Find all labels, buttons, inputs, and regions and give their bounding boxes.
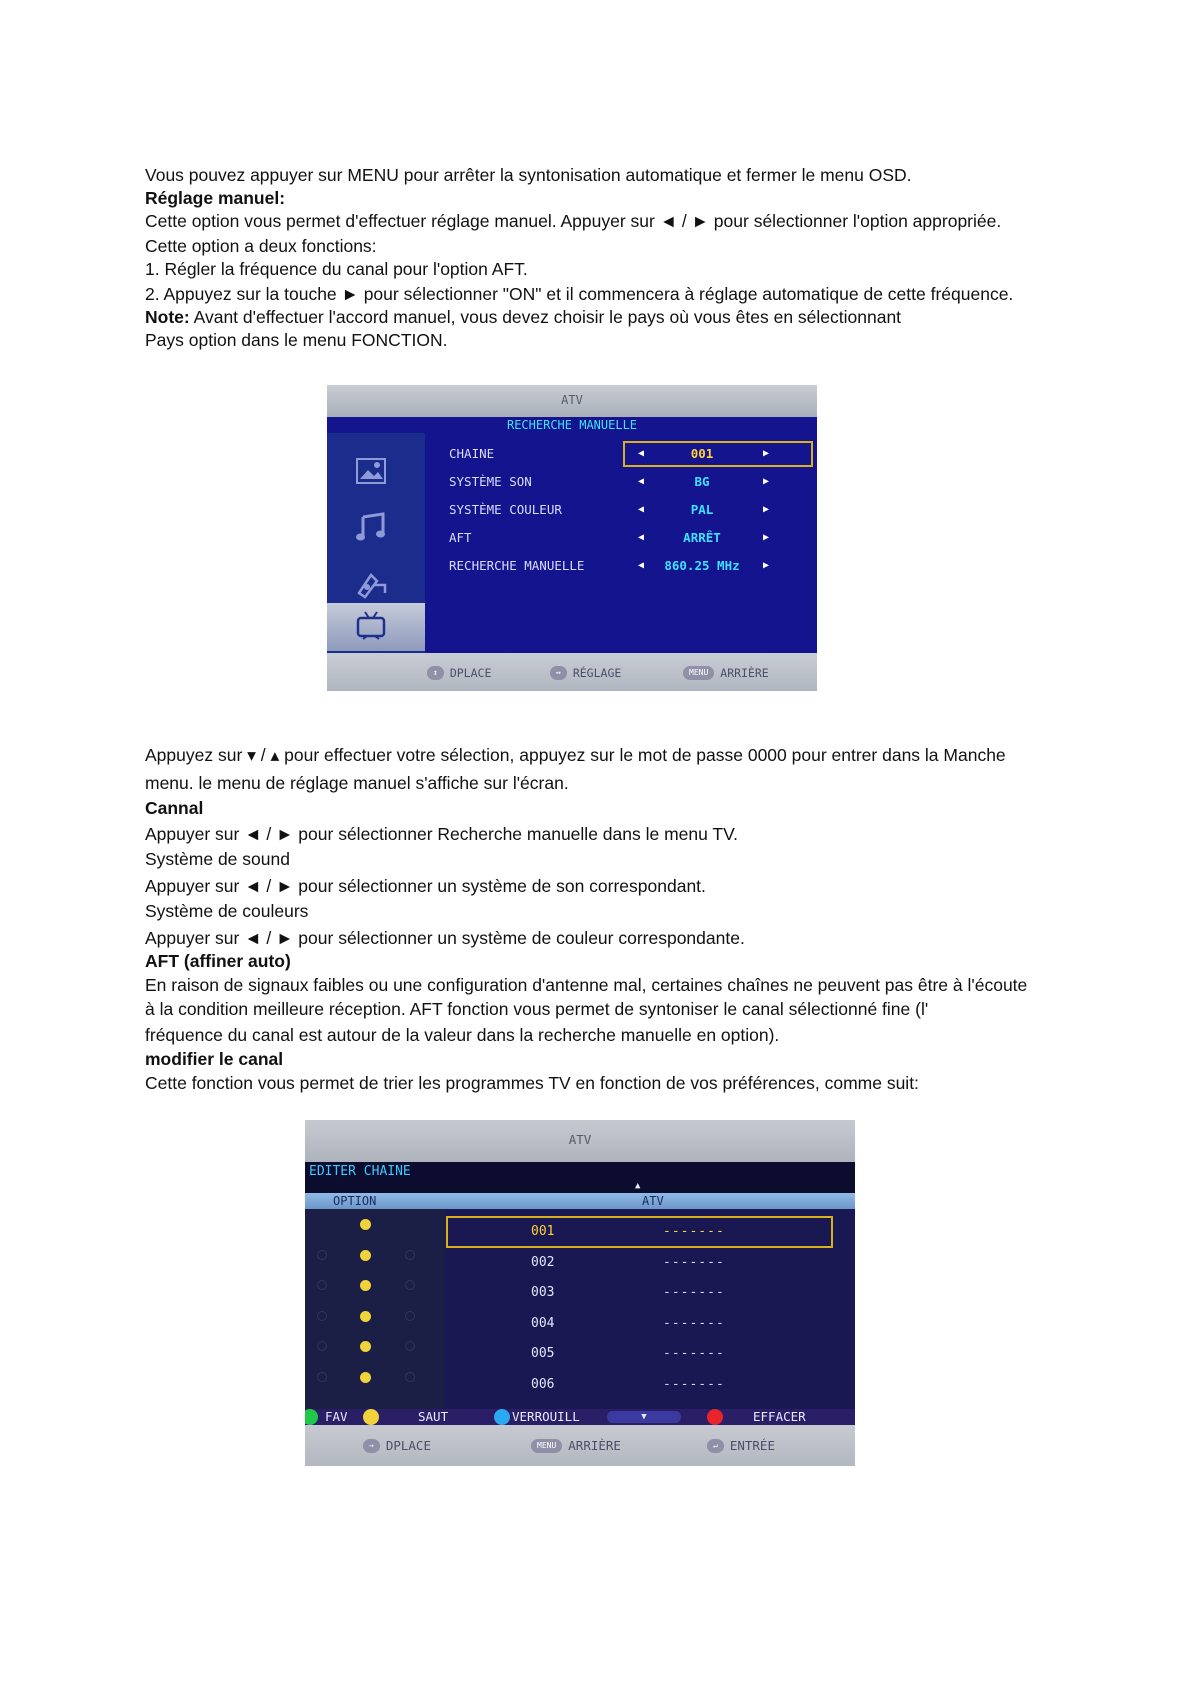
setting-value-aft[interactable]: ARRÊT <box>683 530 721 545</box>
tv-icon <box>351 607 391 643</box>
column-header <box>305 1193 855 1209</box>
color-key-legend <box>305 1409 855 1425</box>
option-ring <box>405 1250 415 1260</box>
arrow-left-icon[interactable]: ◀ <box>638 532 645 543</box>
hint-enter: ↵ ENTRÉE <box>707 1439 775 1453</box>
option-dot[interactable] <box>360 1219 371 1230</box>
blue-key-icon <box>494 1409 510 1425</box>
paragraph: Appuyer sur ◄ / ► pour sélectionner un système de couleur correspondante. <box>145 928 745 948</box>
setting-label-manual-search: RECHERCHE MANUELLE <box>449 558 585 573</box>
note-label: Note: <box>145 307 190 327</box>
move-key-icon: ↕ <box>427 666 444 680</box>
channel-name[interactable]: ------- <box>663 1346 725 1361</box>
hint-adjust: ↔ RÉGLAGE <box>550 666 621 680</box>
picture-icon[interactable] <box>351 453 391 489</box>
arrow-right-icon[interactable]: ▶ <box>763 476 770 487</box>
heading-modifier-canal: modifier le canal <box>145 1049 284 1069</box>
legend-fav: FAV <box>325 1409 348 1424</box>
paragraph: Système de sound <box>145 849 290 869</box>
note-text: Avant d'effectuer l'accord manuel, vous devez choisir le pays où vous êtes en sélectionnant <box>189 307 902 327</box>
paragraph: menu. le menu de réglage manuel s'affiche sur l'écran. <box>145 773 569 793</box>
legend-skip: SAUT <box>418 1409 449 1424</box>
channel-number[interactable]: 005 <box>531 1346 555 1361</box>
arrow-left-icon[interactable]: ◀ <box>638 476 645 487</box>
setting-label-aft: AFT <box>449 530 472 545</box>
sidebar-selected-item[interactable] <box>327 603 425 651</box>
manual-search-screen <box>327 385 817 691</box>
arrow-right-icon[interactable]: ▶ <box>763 504 770 515</box>
move-key-icon: → <box>363 1439 380 1453</box>
settings-icon[interactable] <box>351 565 391 601</box>
paragraph: Pays option dans le menu FONCTION. <box>145 330 448 350</box>
option-dot[interactable] <box>360 1250 371 1261</box>
option-ring <box>405 1341 415 1351</box>
setting-value-color-system[interactable]: PAL <box>690 502 714 517</box>
option-ring <box>317 1341 327 1351</box>
heading-aft: AFT (affiner auto) <box>145 951 291 971</box>
note-paragraph <box>145 306 901 328</box>
paragraph: Cette option a deux fonctions: <box>145 236 377 256</box>
paragraph: Système de couleurs <box>145 901 309 921</box>
column-option: OPTION <box>333 1194 377 1208</box>
option-dot[interactable] <box>360 1311 371 1322</box>
setting-value-channel[interactable]: 001 <box>690 446 714 461</box>
arrow-right-icon[interactable]: ▶ <box>763 560 770 571</box>
arrow-right-icon[interactable]: ▶ <box>763 532 770 543</box>
channel-name[interactable]: ------- <box>663 1285 725 1300</box>
screen-header: ATV <box>305 1120 855 1162</box>
paragraph: 2. Appuyez sur la touche ► pour sélectionner "ON" et il commencera à réglage automatique de cette fréquence. <box>145 284 1014 304</box>
option-ring <box>405 1280 415 1290</box>
channel-number[interactable]: 001 <box>531 1224 555 1239</box>
edit-channel-screen <box>305 1120 855 1466</box>
option-ring <box>317 1372 327 1382</box>
option-panel <box>305 1209 445 1409</box>
paragraph: Vous pouvez appuyer sur MENU pour arrêter la syntonisation automatique et fermer le menu OSD. <box>145 165 912 185</box>
music-icon[interactable] <box>351 509 391 545</box>
arrow-left-icon[interactable]: ◀ <box>638 504 645 515</box>
channel-number[interactable]: 006 <box>531 1377 555 1392</box>
hint-move: → DPLACE <box>363 1439 431 1453</box>
hint-bar <box>327 653 817 691</box>
channel-name[interactable]: ------- <box>663 1377 725 1392</box>
setting-value-frequency[interactable]: 860.25 MHz <box>664 558 740 573</box>
hint-back: MENU ARRIÈRE <box>531 1439 621 1453</box>
option-ring <box>405 1311 415 1321</box>
paragraph: Appuyez sur ▾ / ▴ pour effectuer votre sélection, appuyez sur le mot de passe 0000 pour entrer dans la Manche <box>145 745 1006 765</box>
arrow-right-icon[interactable]: ▶ <box>763 448 770 459</box>
paragraph: à la condition meilleure réception. AFT fonction vous permet de syntoniser le canal sélectionné fine (l' <box>145 999 929 1019</box>
channel-number[interactable]: 003 <box>531 1285 555 1300</box>
scroll-up-icon[interactable]: ▲ <box>635 1181 641 1191</box>
paragraph: 1. Régler la fréquence du canal pour l'option AFT. <box>145 259 528 279</box>
column-atv: ATV <box>642 1194 664 1208</box>
selection-highlight <box>446 1216 833 1248</box>
menu-key-icon: MENU <box>531 1439 562 1453</box>
option-ring <box>317 1280 327 1290</box>
paragraph: En raison de signaux faibles ou une configuration d'antenne mal, certaines chaînes ne peuvent pas être à l'écoute <box>145 975 1028 995</box>
option-dot[interactable] <box>360 1280 371 1291</box>
paragraph: Appuyer sur ◄ / ► pour sélectionner un système de son correspondant. <box>145 876 706 896</box>
adjust-key-icon: ↔ <box>550 666 567 680</box>
screen-header: ATV <box>327 385 817 417</box>
option-ring <box>317 1250 327 1260</box>
arrow-left-icon[interactable]: ◀ <box>638 448 645 459</box>
menu-title: EDITER CHAINE <box>309 1164 411 1179</box>
hint-back: MENU ARRIÈRE <box>683 666 769 680</box>
hint-bar <box>305 1425 855 1466</box>
legend-lock: VERROUILL <box>512 1409 580 1424</box>
setting-value-sound-system[interactable]: BG <box>694 474 710 489</box>
heading-reglage-manuel: Réglage manuel: <box>145 188 286 208</box>
red-key-icon <box>707 1409 723 1425</box>
menu-key-icon: MENU <box>683 666 714 680</box>
channel-name[interactable]: ------- <box>663 1316 725 1331</box>
setting-label-color-system: SYSTÈME COULEUR <box>449 502 562 517</box>
paragraph: fréquence du canal est autour de la valeur dans la recherche manuelle en option). <box>145 1025 780 1045</box>
option-ring <box>405 1372 415 1382</box>
arrow-left-icon[interactable]: ◀ <box>638 560 645 571</box>
setting-label-channel: CHAINE <box>449 446 495 461</box>
channel-name[interactable]: ------- <box>663 1224 725 1239</box>
enter-key-icon: ↵ <box>707 1439 724 1453</box>
paragraph: Appuyer sur ◄ / ► pour sélectionner Recherche manuelle dans le menu TV. <box>145 824 739 844</box>
option-dot[interactable] <box>360 1372 371 1383</box>
setting-label-sound-system: SYSTÈME SON <box>449 474 532 489</box>
paragraph: Cette option vous permet d'effectuer réglage manuel. Appuyer sur ◄ / ► pour sélectionner l'option appropriée. <box>145 211 1002 231</box>
option-dot[interactable] <box>360 1341 371 1352</box>
channel-number[interactable]: 004 <box>531 1316 555 1331</box>
menu-title: RECHERCHE MANUELLE <box>506 418 638 432</box>
heading-cannal: Cannal <box>145 798 204 818</box>
channel-number[interactable]: 002 <box>531 1255 555 1270</box>
paragraph: Cette fonction vous permet de trier les programmes TV en fonction de vos préférences, comme suit: <box>145 1073 919 1093</box>
hint-move: ↕ DPLACE <box>427 666 491 680</box>
option-ring <box>317 1311 327 1321</box>
yellow-key-icon <box>363 1409 379 1425</box>
green-key-icon <box>305 1409 318 1425</box>
channel-name[interactable]: ------- <box>663 1255 725 1270</box>
scroll-down-icon[interactable]: ▼ <box>607 1411 681 1423</box>
legend-delete: EFFACER <box>753 1409 806 1424</box>
